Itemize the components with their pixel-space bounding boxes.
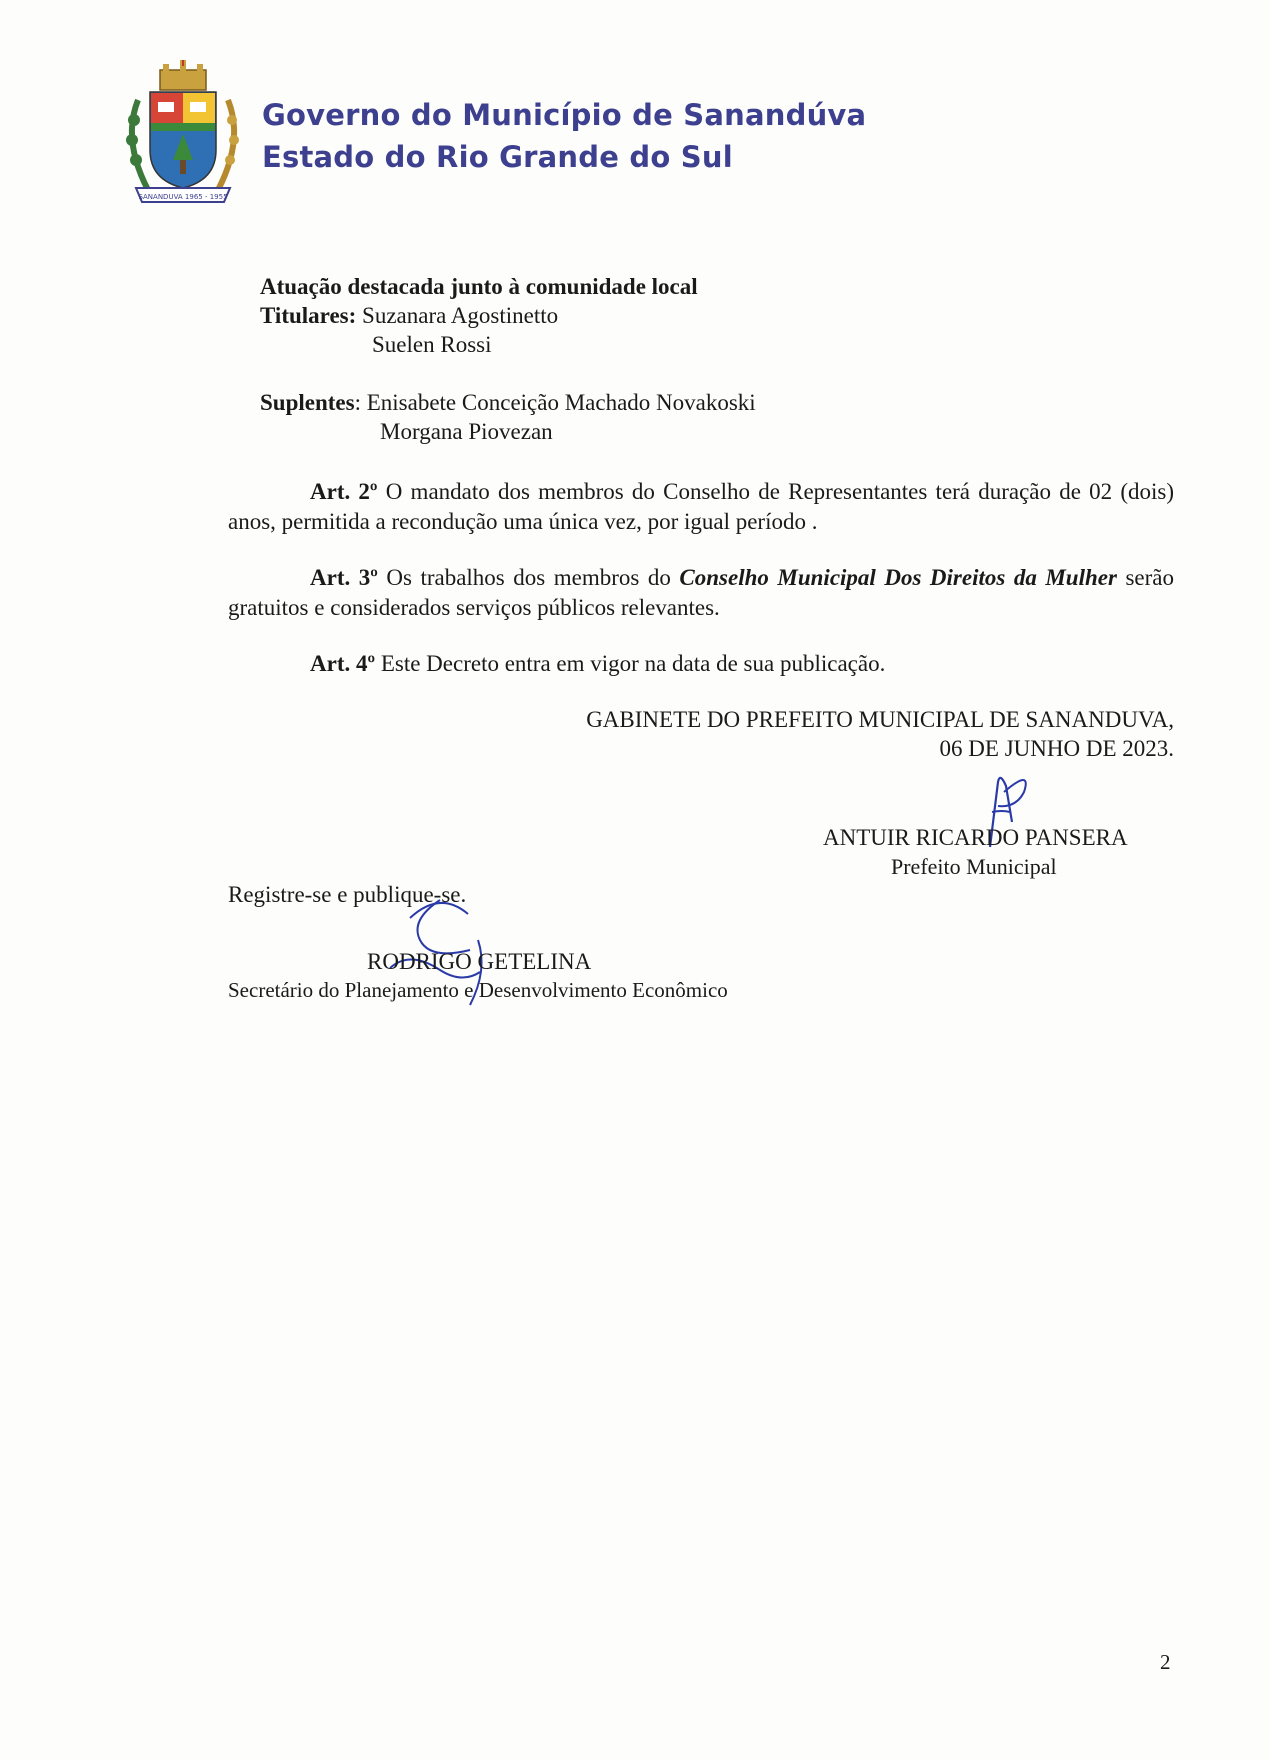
- article-label: Art. 3º: [310, 565, 378, 590]
- titulares-label: Titulares:: [260, 303, 357, 328]
- gabinete-line: GABINETE DO PREFEITO MUNICIPAL DE SANANDUVA,: [586, 707, 1174, 732]
- mayor-title: Prefeito Municipal: [891, 854, 1057, 879]
- letterhead: [118, 60, 1018, 210]
- article-label: Art. 2º: [310, 479, 378, 504]
- secretary-title: Secretário do Planejamento e Desenvolvimento Econômico: [228, 978, 728, 1002]
- titular-name: Suzanara Agostinetto: [362, 303, 559, 328]
- article-3: [228, 563, 1174, 623]
- article-text: Este Decreto entra em vigor na data de sua publicação.: [375, 651, 886, 676]
- suplente-name: Morgana Piovezan: [380, 419, 553, 444]
- state-name: Estado do Rio Grande do Sul: [262, 140, 733, 174]
- suplentes-separator: :: [354, 390, 361, 415]
- letterhead-title: [262, 94, 866, 178]
- svg-text:SANANDUVA 1965 - 1955: SANANDUVA 1965 - 1955: [138, 193, 228, 201]
- page-number: 2: [1160, 1650, 1171, 1674]
- article-2: [228, 477, 1174, 537]
- article-label: Art. 4º: [310, 651, 376, 676]
- municipal-crest-icon: [118, 60, 248, 210]
- municipality-name: Governo do Município de Sanandúva: [262, 98, 867, 132]
- secretary-name: RODRIGO GETELINA: [367, 949, 592, 974]
- titulares-line: [260, 301, 558, 330]
- suplentes-line: [260, 388, 756, 417]
- article-text: serão gratuitos e considerados serviços públicos relevantes.: [228, 565, 1175, 620]
- article-text: Os trabalhos dos membros do: [377, 565, 680, 590]
- article-4: [228, 649, 1174, 679]
- register-note: Registre-se e publique-se.: [228, 882, 467, 907]
- mayor-name: ANTUIR RICARDO PANSERA: [823, 825, 1128, 850]
- council-name: Conselho Municipal Dos Direitos da Mulher: [679, 565, 1117, 590]
- suplentes-label: Suplentes: [260, 390, 355, 415]
- titular-name: Suelen Rossi: [372, 332, 492, 357]
- article-text: O mandato dos membros do Conselho de Representantes terá duração de 02 (dois) anos, permitida a recondução uma única vez, por igual período .: [228, 479, 1174, 534]
- section-title: Atuação destacada junto à comunidade local: [260, 274, 698, 299]
- date-line: 06 DE JUNHO DE 2023.: [939, 736, 1174, 761]
- suplente-name: Enisabete Conceição Machado Novakoski: [366, 390, 756, 415]
